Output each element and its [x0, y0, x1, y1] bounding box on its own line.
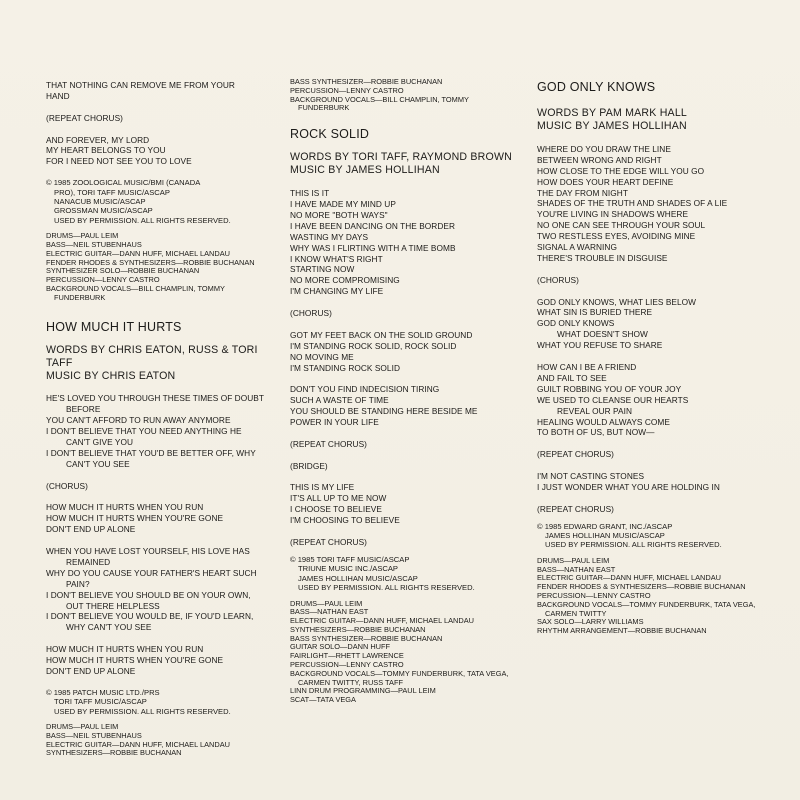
song-writers: WORDS BY TORI TAFF, RAYMOND BROWN: [290, 151, 513, 164]
credit-line: SYNTHESIZERS—ROBBIE BUCHANAN: [290, 624, 426, 634]
lyric-line: I DON'T BELIEVE YOU WOULD BE, IF YOU'D LEARN,: [46, 611, 254, 622]
repeat-chorus-label: (REPEAT CHORUS): [537, 449, 614, 460]
credit-line: SAX SOLO—LARRY WILLIAMS: [537, 617, 644, 627]
credit-line: LINN DRUM PROGRAMMING—PAUL LEIM: [290, 686, 436, 696]
credit-line: PERCUSSION—LENNY CASTRO: [290, 85, 404, 95]
lyric-line: I KNOW WHAT'S RIGHT: [290, 253, 383, 264]
lyric-line: I'M CHOOSING TO BELIEVE: [290, 515, 400, 526]
lyric-line: SIGNAL A WARNING: [537, 242, 617, 253]
repeat-chorus-label: (REPEAT CHORUS): [290, 536, 367, 547]
lyric-line: GOD ONLY KNOWS: [537, 318, 615, 329]
copyright-line: USED BY PERMISSION. ALL RIGHTS RESERVED.: [54, 706, 231, 716]
lyric-line: WHY DO YOU CAUSE YOUR FATHER'S HEART SUCH: [46, 567, 257, 578]
lyric-line: I HAVE BEEN DANCING ON THE BORDER: [290, 220, 456, 231]
copyright-line: © 1985 ZOOLOGICAL MUSIC/BMI (CANADA: [46, 178, 201, 188]
credits-block: [46, 232, 282, 302]
chorus-label: (CHORUS): [537, 274, 579, 285]
credits-block: [46, 723, 282, 758]
credits-block: [537, 557, 773, 636]
lyric-line: I DON'T BELIEVE THAT YOU NEED ANYTHING HE: [46, 426, 242, 437]
lyric-line: SUCH A WASTE OF TIME: [290, 395, 389, 406]
lyric-line: BEFORE: [66, 404, 101, 415]
lyric-line: HOW MUCH IT HURTS WHEN YOU'RE GONE: [46, 655, 224, 666]
credit-line: FAIRLIGHT—RHETT LAWRENCE: [290, 651, 404, 661]
lyric-line: PAIN?: [66, 578, 90, 589]
lyric-line: HAND: [46, 90, 70, 101]
lyric-line: NO MORE COMPROMISING: [290, 275, 400, 286]
lyric-line: GUILT ROBBING YOU OF YOUR JOY: [537, 383, 682, 394]
copyright-line: © 1985 TORI TAFF MUSIC/ASCAP: [290, 554, 410, 564]
lyric-line: IT'S ALL UP TO ME NOW: [290, 493, 387, 504]
copyright-line: JAMES HOLLIHAN MUSIC/ASCAP: [545, 531, 665, 541]
lyric-line: WHAT SIN IS BURIED THERE: [537, 307, 653, 318]
lyric-line: YOU CAN'T AFFORD TO RUN AWAY ANYMORE: [46, 415, 231, 426]
lyric-line: NO MORE "BOTH WAYS": [290, 209, 388, 220]
credit-line: ELECTRIC GUITAR—DANN HUFF, MICHAEL LANDAU: [537, 573, 721, 583]
lyric-line: YOU'RE LIVING IN SHADOWS WHERE: [537, 209, 689, 220]
lyric-line: I CHOOSE TO BELIEVE: [290, 504, 382, 515]
lyric-line: I DON'T BELIEVE THAT YOU'D BE BETTER OFF, WHY: [46, 447, 256, 458]
lyric-line: CAN'T GIVE YOU: [66, 437, 133, 448]
credit-line: PERCUSSION—LENNY CASTRO: [46, 275, 160, 285]
credit-line: SCAT—TATA VEGA: [290, 695, 356, 705]
lyric-line: STARTING NOW: [290, 264, 355, 275]
credits-block: [290, 600, 522, 706]
lyric-line: POWER IN YOUR LIFE: [290, 417, 379, 428]
credits-block: [290, 78, 522, 113]
copyright-line: GROSSMAN MUSIC/ASCAP: [54, 206, 153, 216]
lyric-line: MY HEART BELONGS TO YOU: [46, 145, 166, 156]
lyric-line: HOW DOES YOUR HEART DEFINE: [537, 176, 674, 187]
column-2: [290, 78, 522, 705]
song-writers: WORDS BY PAM MARK HALL: [537, 107, 687, 119]
lyric-line: I'M STANDING ROCK SOLID: [290, 362, 400, 373]
lyric-line: WHY WAS I FLIRTING WITH A TIME BOMB: [290, 242, 456, 253]
copyright-block: [46, 688, 282, 716]
credit-line: BASS—NATHAN EAST: [537, 564, 616, 574]
copyright-line: USED BY PERMISSION. ALL RIGHTS RESERVED.: [54, 215, 231, 225]
credit-line: SYNTHESIZERS—ROBBIE BUCHANAN: [46, 748, 182, 758]
repeat-chorus-label: (REPEAT CHORUS): [537, 503, 614, 514]
lyric-line: HOW CLOSE TO THE EDGE WILL YOU GO: [537, 165, 705, 176]
credit-line: BACKGROUND VOCALS—BILL CHAMPLIN, TOMMY: [290, 94, 469, 104]
lyric-line: REMAINED: [66, 556, 111, 567]
lyric-line: THIS IS IT: [290, 188, 330, 199]
lyric-line: THIS IS MY LIFE: [290, 482, 355, 493]
song-writers: WORDS BY CHRIS EATON, RUSS & TORI: [46, 343, 258, 356]
credit-line: BASS SYNTHESIZER—ROBBIE BUCHANAN: [290, 77, 443, 86]
credit-line: PERCUSSION—LENNY CASTRO: [537, 591, 651, 601]
credit-line: DRUMS—PAUL LEIM: [46, 231, 119, 241]
lyric-line: HOW CAN I BE A FRIEND: [537, 361, 637, 372]
bridge-label: (BRIDGE): [290, 460, 328, 471]
credit-line: ELECTRIC GUITAR—DANN HUFF, MICHAEL LANDAU: [290, 616, 474, 626]
song-writers: MUSIC BY JAMES HOLLIHAN: [290, 164, 440, 177]
copyright-line: USED BY PERMISSION. ALL RIGHTS RESERVED.: [298, 583, 475, 593]
lyric-line: AND FOREVER, MY LORD: [46, 134, 150, 145]
credit-line: SYNTHESIZER SOLO—ROBBIE BUCHANAN: [46, 266, 200, 276]
copyright-line: NANACUB MUSIC/ASCAP: [54, 196, 146, 206]
lyric-line: I DON'T BELIEVE YOU SHOULD BE ON YOUR OWN,: [46, 589, 251, 600]
song-title: ROCK SOLID: [290, 127, 370, 142]
credit-line: ELECTRIC GUITAR—DANN HUFF, MICHAEL LANDAU: [46, 248, 230, 258]
credit-line: BACKGROUND VOCALS—BILL CHAMPLIN, TOMMY: [46, 283, 225, 293]
lyric-line: HE'S LOVED YOU THROUGH THESE TIMES OF DOUBT: [46, 393, 264, 404]
copyright-block: [46, 178, 282, 225]
copyright-line: © 1985 PATCH MUSIC LTD./PRS: [46, 687, 160, 697]
credit-line: FUNDERBURK: [54, 292, 106, 302]
song-title: GOD ONLY KNOWS: [537, 80, 656, 94]
lyric-line: FOR I NEED NOT SEE YOU TO LOVE: [46, 156, 192, 167]
lyric-line: AND FAIL TO SEE: [537, 372, 607, 383]
lyric-line: OUT THERE HELPLESS: [66, 600, 160, 611]
lyric-line: WHAT DOESN'T SHOW: [557, 329, 648, 340]
copyright-line: USED BY PERMISSION. ALL RIGHTS RESERVED.: [545, 540, 722, 550]
credit-line: FENDER RHODES & SYNTHESIZERS—ROBBIE BUCHANAN: [537, 582, 746, 592]
lyric-line: HEALING WOULD ALWAYS COME: [537, 416, 670, 427]
lyric-line: DON'T END UP ALONE: [46, 524, 136, 535]
credit-line: BASS—NATHAN EAST: [290, 607, 369, 617]
lyric-line: HOW MUCH IT HURTS WHEN YOU'RE GONE: [46, 513, 224, 524]
credit-line: FENDER RHODES & SYNTHESIZERS—ROBBIE BUCHANAN: [46, 257, 255, 267]
credit-line: BASS—NEIL STUBENHAUS: [46, 730, 142, 740]
lyric-line: SHADES OF THE TRUTH AND SHADES OF A LIE: [537, 198, 728, 209]
lyric-line: TO BOTH OF US, BUT NOW—: [537, 427, 655, 438]
lyric-line: YOU SHOULD BE STANDING HERE BESIDE ME: [290, 406, 478, 417]
lyric-line: HOW MUCH IT HURTS WHEN YOU RUN: [46, 502, 204, 513]
chorus-label: (CHORUS): [290, 308, 332, 319]
lyric-line: WHY CAN'T YOU SEE: [66, 622, 152, 633]
credit-line: DRUMS—PAUL LEIM: [537, 555, 610, 565]
copyright-line: TRIUNE MUSIC INC./ASCAP: [298, 564, 398, 574]
song-title: HOW MUCH IT HURTS: [46, 319, 182, 334]
song-writers: MUSIC BY JAMES HOLLIHAN: [537, 120, 687, 132]
copyright-block: [290, 555, 522, 593]
lyric-line: I'M NOT CASTING STONES: [537, 471, 645, 481]
lyric-line: GOD ONLY KNOWS, WHAT LIES BELOW: [537, 296, 697, 307]
credit-line: ELECTRIC GUITAR—DANN HUFF, MICHAEL LANDAU: [46, 739, 230, 749]
credit-line: FUNDERBURK: [298, 103, 350, 113]
lyric-line: THE DAY FROM NIGHT: [537, 187, 628, 198]
credit-line: BACKGROUND VOCALS—TOMMY FUNDERBURK, TATA VEGA,: [290, 668, 509, 678]
copyright-block: [537, 522, 773, 550]
copyright-line: TORI TAFF MUSIC/ASCAP: [54, 697, 147, 707]
repeat-chorus-label: (REPEAT CHORUS): [290, 438, 367, 449]
copyright-line: © 1985 EDWARD GRANT, INC./ASCAP: [537, 521, 673, 531]
credit-line: DRUMS—PAUL LEIM: [46, 722, 119, 732]
lyric-line: I'M CHANGING MY LIFE: [290, 286, 384, 297]
lyric-line: WHEN YOU HAVE LOST YOURSELF, HIS LOVE HAS: [46, 546, 250, 557]
song-writers: TAFF: [46, 356, 73, 369]
lyric-line: I HAVE MADE MY MIND UP: [290, 198, 396, 209]
chorus-label: (CHORUS): [46, 480, 88, 491]
credit-line: RHYTHM ARRANGEMENT—ROBBIE BUCHANAN: [537, 626, 707, 636]
credit-line: BASS—NEIL STUBENHAUS: [46, 239, 142, 249]
column-3: [537, 80, 773, 636]
repeat-chorus-label: (REPEAT CHORUS): [46, 112, 123, 123]
credit-line: BASS SYNTHESIZER—ROBBIE BUCHANAN: [290, 633, 443, 643]
copyright-line: PRO), TORI TAFF MUSIC/ASCAP: [54, 187, 170, 197]
column-1: [46, 80, 282, 758]
lyric-line: THERE'S TROUBLE IN DISGUISE: [537, 252, 668, 263]
lyric-line: BETWEEN WRONG AND RIGHT: [537, 154, 662, 165]
credit-line: BACKGROUND VOCALS—TOMMY FUNDERBURK, TATA VEGA,: [537, 599, 756, 609]
credit-line: DRUMS—PAUL LEIM: [290, 598, 363, 608]
lyric-line: NO MOVING ME: [290, 351, 354, 362]
lyric-line: GOT MY FEET BACK ON THE SOLID GROUND: [290, 329, 473, 340]
song-writers: MUSIC BY CHRIS EATON: [46, 369, 176, 382]
lyric-line: WHAT YOU REFUSE TO SHARE: [537, 340, 663, 351]
lyric-line: REVEAL OUR PAIN: [557, 405, 632, 416]
lyric-line: WASTING MY DAYS: [290, 231, 369, 242]
lyric-line: WHERE DO YOU DRAW THE LINE: [537, 143, 671, 154]
lyric-line: DON'T END UP ALONE: [46, 666, 136, 676]
lyric-line: CAN'T YOU SEE: [66, 458, 130, 469]
lyric-line: TWO RESTLESS EYES, AVOIDING MINE: [537, 231, 696, 242]
lyric-line: WE USED TO CLEANSE OUR HEARTS: [537, 394, 689, 405]
lyric-line: THAT NOTHING CAN REMOVE ME FROM YOUR: [46, 80, 235, 90]
credit-line: CARMEN TWITTY, RUSS TAFF: [298, 677, 403, 687]
lyric-line: NO ONE CAN SEE THROUGH YOUR SOUL: [537, 220, 706, 231]
lyric-line: I'M STANDING ROCK SOLID, ROCK SOLID: [290, 340, 457, 351]
credit-line: GUITAR SOLO—DANN HUFF: [290, 642, 391, 652]
lyric-line: I JUST WONDER WHAT YOU ARE HOLDING IN: [537, 481, 720, 492]
lyric-line: HOW MUCH IT HURTS WHEN YOU RUN: [46, 644, 204, 655]
credit-line: CARMEN TWITTY: [545, 608, 607, 618]
lyric-line: DON'T YOU FIND INDECISION TIRING: [290, 384, 440, 395]
credit-line: PERCUSSION—LENNY CASTRO: [290, 660, 404, 670]
copyright-line: JAMES HOLLIHAN MUSIC/ASCAP: [298, 573, 418, 583]
